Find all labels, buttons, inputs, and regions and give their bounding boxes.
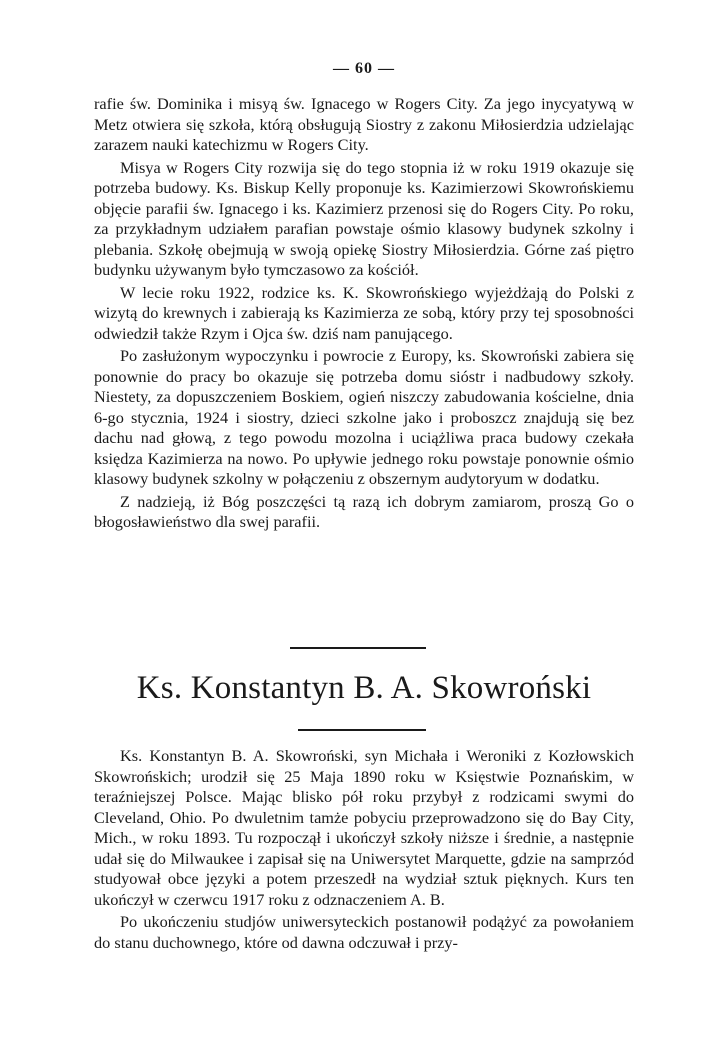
paragraph-rogers-city-mission: Misya w Rogers City rozwija się do tego stopnia iż w roku 1919 okazuje się potrzeba budowy. Ks. Biskup Kelly proponuje ks. Kazimierzowi Skowrońskiemu objęcie parafii św. Ignacego i ks. Kazimierz przenosi się do Rogers City. Po roku, za przykładnym udziałem parafian powstaje ośmio klasowy budynek szkolny i plebania. Szkołę obejmują w swoją opiekę Siostry Miłosierdzia. Górne zaś piętro budynku używanym było tymczasowo za kościół.	[94, 157, 634, 279]
section-rule-bottom	[298, 729, 426, 731]
paragraph-parish-intro: rafie św. Dominika i misyą św. Ignacego w Rogers City. Za jego inycyatywą w Metz otwiera się szkoła, którą obsługują Siostry z zakonu Miłosierdzia udzielając zarazem nauki katechizmu w Rogers City.	[94, 94, 634, 154]
text-block-biography	[94, 746, 634, 955]
book-page	[94, 0, 634, 1038]
page-number: — 60 —	[333, 60, 395, 77]
paragraph-biography-vocation: Po ukończeniu studjów uniwersyteckich postanowił podążyć za powołaniem do stanu duchownego, które od dawna odczuwał i przy-	[94, 912, 634, 952]
section-rule-top	[290, 647, 426, 649]
text-block-parish-history	[94, 94, 634, 535]
paragraph-fire-and-rebuild: Po zasłużonym wypoczynku i powrocie z Europy, ks. Skowroński zabiera się ponownie do pracy bo okazuje się potrzeba domu sióstr i nadbudowy szkoły. Niestety, za dopuszczeniem Boskiem, ogień niszczy zabudowania kościelne, dnia 6-go stycznia, 1924 i siostry, dzieci szkolne jako i proboszcz znajdują się bez dachu nad głową, z tego powodu mozolna i uciążliwa praca budowy czekała księdza Kazimierza na nowo. Po upływie jednego roku powstaje ponownie ośmio klasowy budynek szkolny w połączeniu z obszernym audytoryum w dodatku.	[94, 346, 634, 488]
paragraph-biography-early-life: Ks. Konstantyn B. A. Skowroński, syn Michała i Weroniki z Kozłowskich Skowrońskich; urodził się 25 Maja 1890 roku w Księstwie Poznańskim, w teraźniejszej Polsce. Mając blisko pół roku przybył z rodzicami swymi do Cleveland, Ohio. Po dwuletnim tamże pobyciu przeprowadzono się do Bay City, Mich., w roku 1893. Tu rozpoczął i ukończył szkoły niższe i średnie, a następnie udał się do Milwaukee i zapisał się na Uniwersytet Marquette, gdzie na samprzód studyował obce języki a potem przeszedł na wydział sztuk pięknych. Kurs ten ukończył w czerwcu 1917 roku z odznaczeniem A. B.	[94, 746, 634, 909]
paragraph-trip-to-poland: W lecie roku 1922, rodzice ks. K. Skowrońskiego wyjeżdżają do Polski z wizytą do krewnych i zabierają ks Kazimierza ze sobą, który przy tej sposobności odwiedził także Rzym i Ojca św. dziś nam panującego.	[94, 282, 634, 343]
section-heading: Ks. Konstantyn B. A. Skowroński	[136, 670, 592, 706]
paragraph-blessing: Z nadzieją, iż Bóg poszczęści tą razą ich dobrym zamiarom, proszą Go o błogosławieństwo dla swej parafii.	[94, 491, 634, 531]
